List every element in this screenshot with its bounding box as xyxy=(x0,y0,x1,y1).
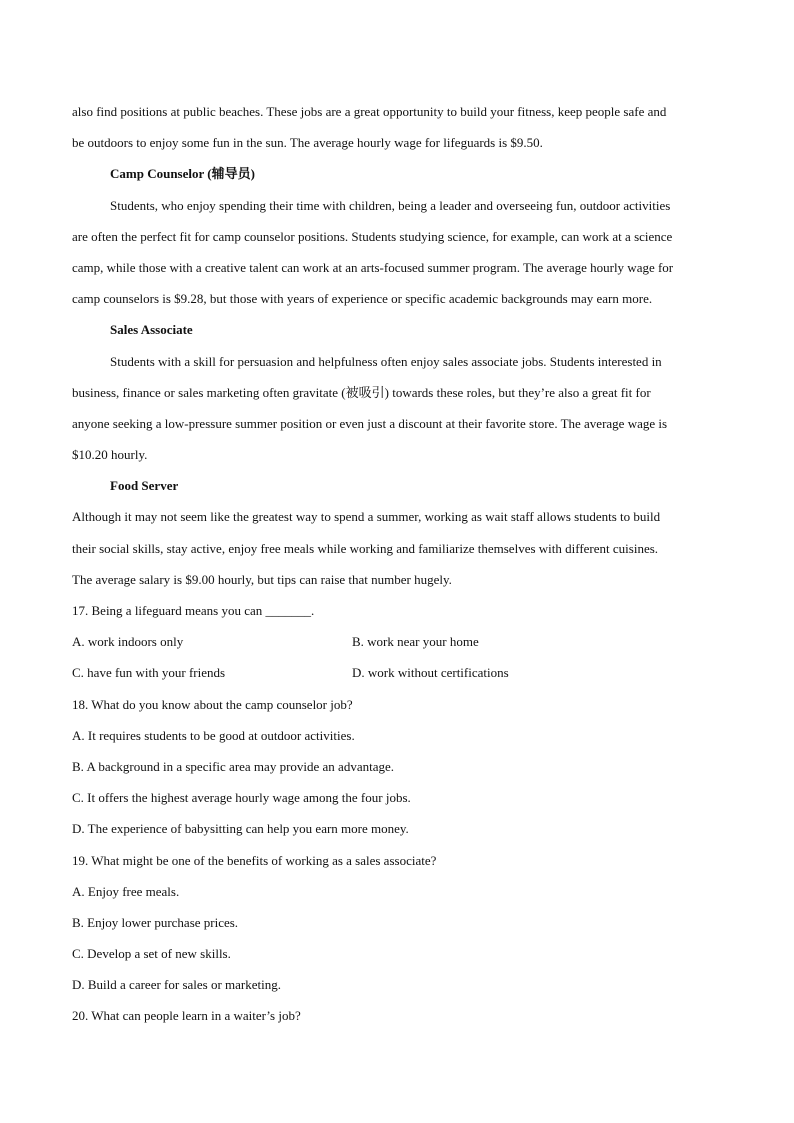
paragraph-line: Students with a skill for persuasion and helpfulness often enjoy sales associate jobs. Students interested in xyxy=(110,353,662,369)
question-18-option-a: A. It requires students to be good at outdoor activities. xyxy=(72,727,355,743)
paragraph-line: $10.20 hourly. xyxy=(72,447,148,463)
question-19-stem: 19. What might be one of the benefits of working as a sales associate? xyxy=(72,852,437,868)
question-17-option-a: A. work indoors only xyxy=(72,634,184,650)
paragraph-line: camp, while those with a creative talent can work at an arts-focused summer program. The average hourly wage for xyxy=(72,259,674,275)
question-18-stem: 18. What do you know about the camp counselor job? xyxy=(72,696,353,712)
section-heading-sales-associate: Sales Associate xyxy=(110,322,193,338)
question-20-stem: 20. What can people learn in a waiter’s job? xyxy=(72,1008,301,1024)
question-18-option-d: D. The experience of babysitting can help you earn more money. xyxy=(72,821,409,837)
paragraph-line: Students, who enjoy spending their time with children, being a leader and overseeing fun, outdoor activities xyxy=(110,197,671,213)
section-heading-food-server: Food Server xyxy=(110,478,179,494)
question-17-option-b: B. work near your home xyxy=(352,634,479,650)
question-19-option-b: B. Enjoy lower purchase prices. xyxy=(72,914,239,930)
paragraph-line: camp counselors is $9.28, but those with years of experience or specific academic backgrounds may earn more. xyxy=(72,291,653,307)
question-19-option-d: D. Build a career for sales or marketing. xyxy=(72,977,282,993)
paragraph-line: are often the perfect fit for camp counselor positions. Students studying science, for example, can work at a science xyxy=(72,228,673,244)
question-17-option-d: D. work without certifications xyxy=(352,665,509,681)
paragraph-line: business, finance or sales marketing often gravitate (被吸引) towards these roles, but they’re also a great fit for xyxy=(72,384,651,400)
paragraph-line: The average salary is $9.00 hourly, but tips can raise that number hugely. xyxy=(72,571,452,587)
question-17-option-c: C. have fun with your friends xyxy=(72,665,226,681)
paragraph-line: Although it may not seem like the greatest way to spend a summer, working as wait staff allows students to build xyxy=(72,509,661,525)
question-17-stem: 17. Being a lifeguard means you can _______. xyxy=(72,603,315,618)
question-19-option-c: C. Develop a set of new skills. xyxy=(72,946,231,962)
document-page xyxy=(72,96,722,1032)
question-17-options-row xyxy=(72,626,722,657)
paragraph-line: be outdoors to enjoy some fun in the sun. The average hourly wage for lifeguards is $9.50. xyxy=(72,135,543,151)
question-17-options-row xyxy=(72,657,722,688)
paragraph-line: their social skills, stay active, enjoy free meals while working and familiarize themselves with different cuisines. xyxy=(72,540,659,556)
question-19-option-a: A. Enjoy free meals. xyxy=(72,883,180,899)
section-heading-camp-counselor: Camp Counselor (辅导员) xyxy=(110,166,255,182)
question-18-option-b: B. A background in a specific area may provide an advantage. xyxy=(72,758,394,774)
question-18-option-c: C. It offers the highest average hourly wage among the four jobs. xyxy=(72,790,411,806)
paragraph-line: also find positions at public beaches. These jobs are a great opportunity to build your fitness, keep people safe and xyxy=(72,104,667,119)
paragraph-line: anyone seeking a low-pressure summer position or even just a discount at their favorite store. The average wage is xyxy=(72,415,668,431)
